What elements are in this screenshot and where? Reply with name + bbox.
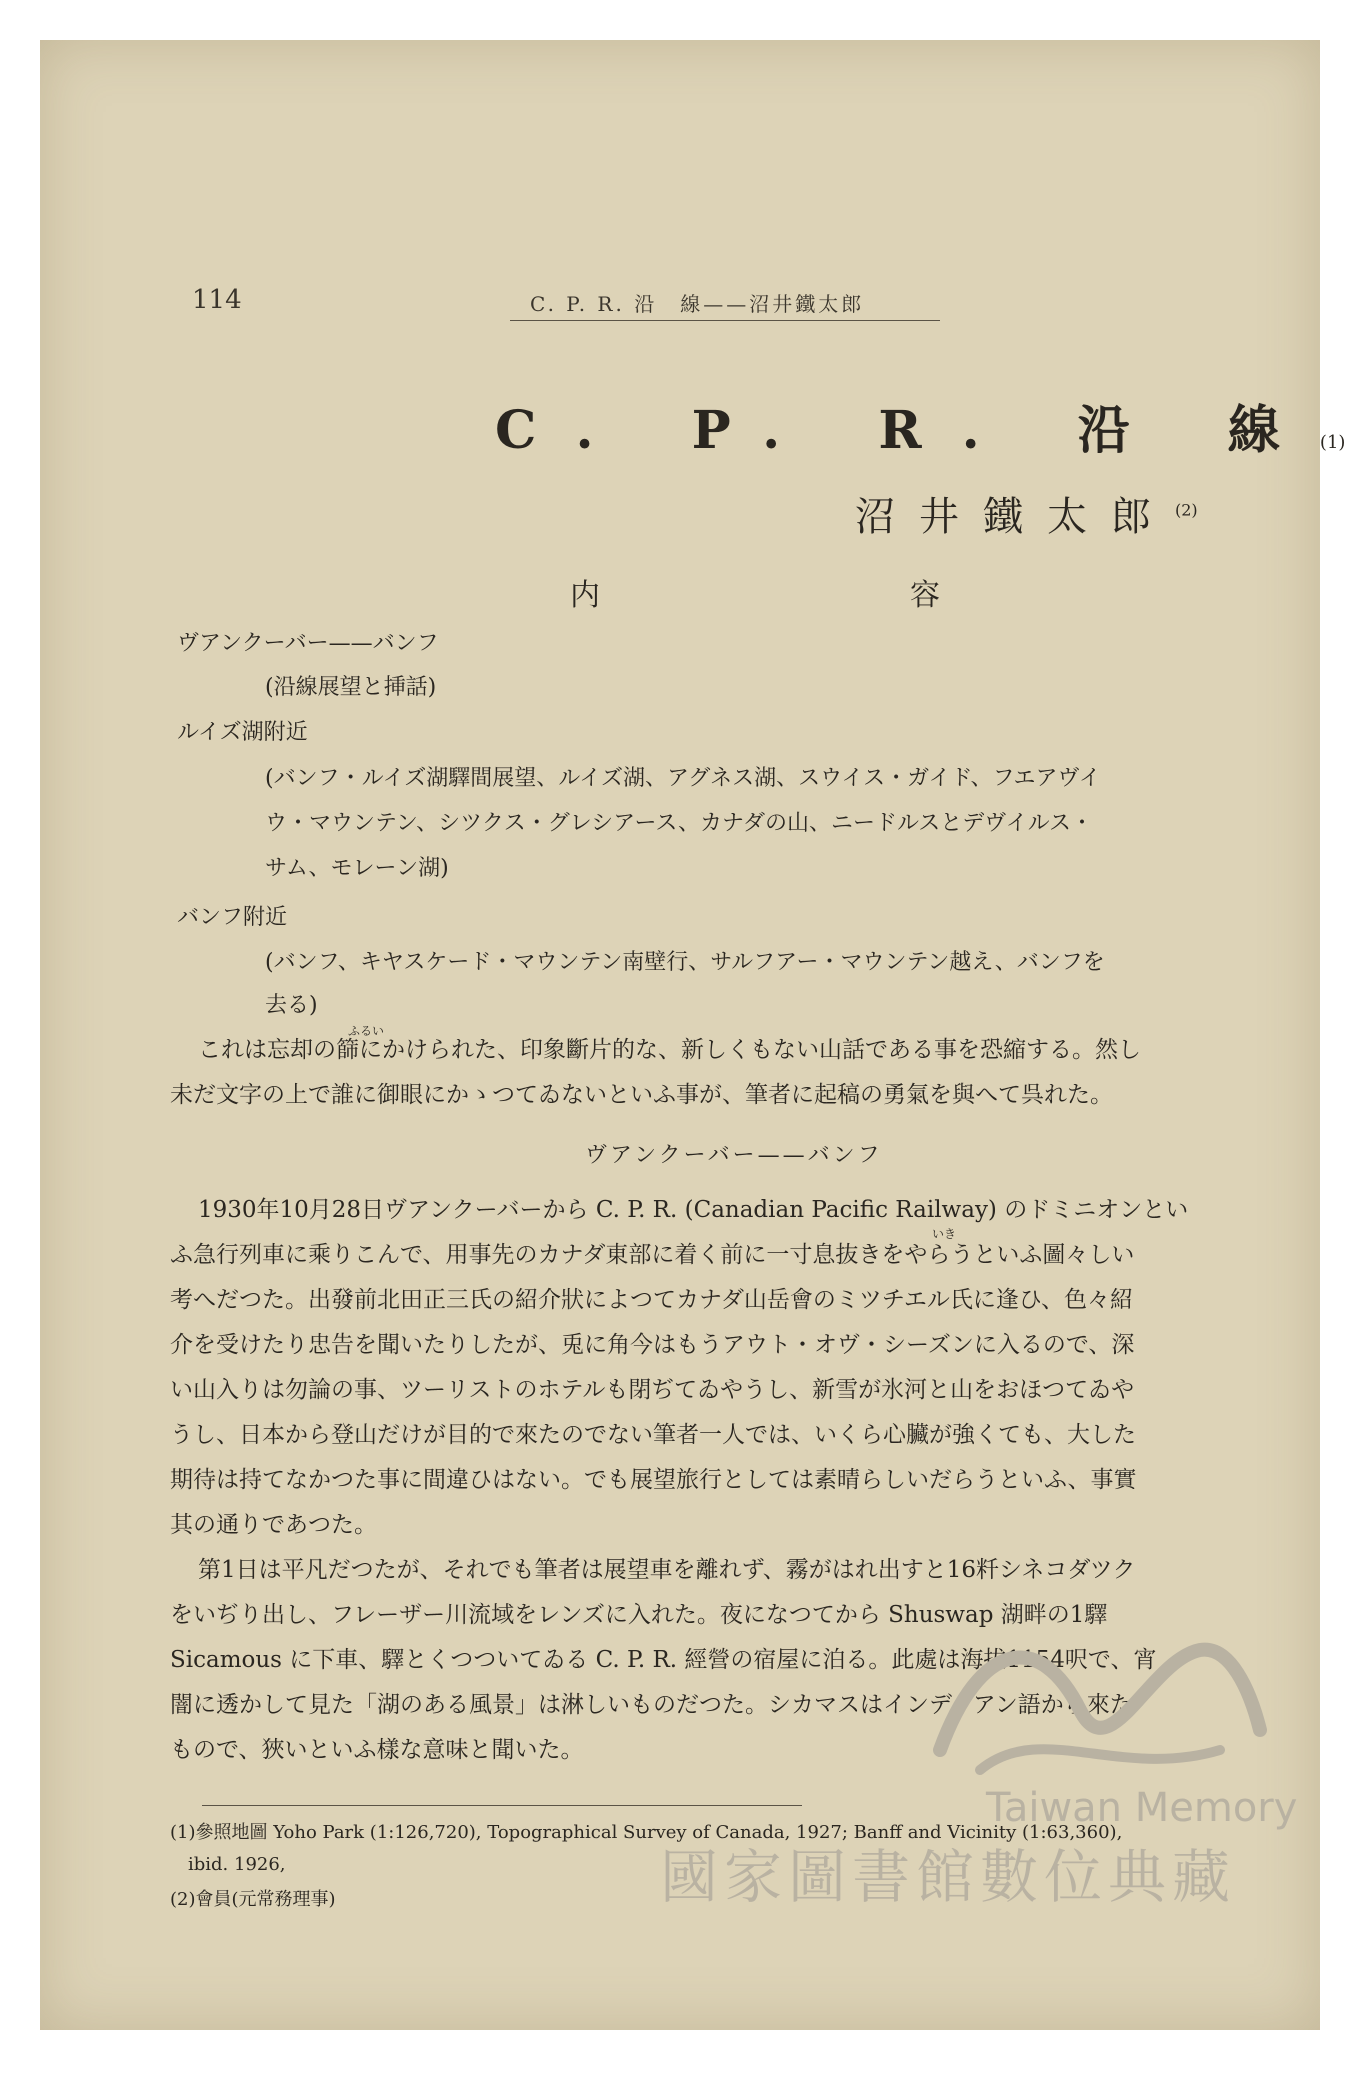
ruby-annotation: ふるい (348, 1024, 385, 1038)
document-page (40, 40, 1346, 2030)
body-line: 1930年10月28日ヴアンクーバーから C. P. R. (Canadian Pacific Railway) のドミニオンとい (198, 1197, 1189, 1223)
body-line: 考へだつた。出發前北田正三氏の紹介狀によつてカナダ山岳會のミツチエル氏に逢ひ、色々紹 (170, 1287, 1134, 1313)
body-line: 介を受けたり忠告を聞いたりしたが、兎に角今はもうアウト・オヴ・シーズンに入るので、深 (170, 1332, 1135, 1358)
body-line: ふ急行列車に乘りこんで、用事先のカナダ東部に着く前に一寸息抜きをやらうといふ圖々しい (170, 1242, 1135, 1268)
watermark-chinese: 國家圖書館數位典藏 (660, 1843, 1237, 1911)
author-footnote-marker: (2) (1175, 500, 1198, 520)
toc-line: (バンフ・ルイズ湖驛間展望、ルイズ湖、アグネス湖、スウイス・ガイド、フエアヴイ (265, 766, 1101, 791)
body-line: うし、日本から登山だけが目的で來たのでない筆者一人では、いくら心臟が強くても、大した (170, 1422, 1136, 1448)
toc-line: ルイズ湖附近 (177, 720, 308, 745)
toc-line: (沿線展望と挿話) (265, 675, 437, 700)
toc-line: (バンフ、キヤスケード・マウンテン南壁行、サルフアー・マウンテン越え、バンフを (265, 950, 1105, 975)
intro-line: 未だ文字の上で誰に御眼にかゝつてゐないといふ事が、筆者に起稿の勇氣を與へて呉れた。 (170, 1082, 1113, 1108)
toc-line: サム、モレーン湖) (265, 856, 449, 881)
section-heading: ヴアンクーバー——バンフ (585, 1143, 883, 1168)
footnote-line: (2)會員(元常務理事) (170, 1889, 336, 1910)
body-line: 第1日は平凡だつたが、それでも筆者は展望車を離れず、霧がはれ出すと16粁シネコダツク (198, 1557, 1136, 1583)
article-title-text: C. P. R. 沿 線 (495, 400, 1320, 461)
watermark-logo-icon (920, 1600, 1280, 1804)
footnote-line: ibid. 1926, (188, 1854, 286, 1875)
header-rule (510, 320, 940, 321)
page-number: 114 (192, 285, 242, 315)
ruby-annotation: いき (932, 1227, 957, 1241)
running-header: C. P. R. 沿 線——沼井鐵太郎 (530, 292, 865, 316)
body-line: 其の通りであつた。 (170, 1512, 377, 1538)
toc-heading: 内 容 (570, 578, 1080, 613)
footnote-rule (202, 1805, 802, 1806)
toc-line: 去る) (265, 993, 318, 1018)
author-name (855, 485, 1198, 542)
body-line: 闇に透かして見た「湖のある風景」は淋しいものだつた。シカマスはインデイアン語から來た (170, 1692, 1133, 1718)
watermark-english: Taiwan Memory (986, 1785, 1298, 1831)
toc-line: バンフ附近 (177, 905, 288, 930)
intro-line: これは忘却の篩にかけられた、印象斷片的な、新しくもない山話である事を恐縮する。然し (198, 1037, 1141, 1063)
toc-line: ウ・マウンテン、シツクス・グレシアース、カナダの山、ニードルスとデヴイルス・ (265, 811, 1093, 836)
article-title (495, 388, 1345, 463)
body-line: い山入りは勿論の事、ツーリストのホテルも閉ぢてゐやうし、新雪が氷河と山をおほつてゐや (170, 1377, 1135, 1403)
body-line: をいぢり出し、フレーザー川流域をレンズに入れた。夜になつてから Shuswap 湖畔の1驛 (170, 1602, 1108, 1628)
body-line: Sicamous に下車、驛とくつついてゐる C. P. R. 經營の宿屋に泊る。此處は海拔1154呎で、宵 (170, 1647, 1157, 1673)
author-name-text: 沼井鐵太郎 (855, 494, 1175, 540)
toc-line: ヴアンクーバー——バンフ (177, 631, 439, 656)
body-line: 期待は持てなかつた事に間違ひはない。でも展望旅行としては素晴らしいだらうといふ、事實 (170, 1467, 1137, 1493)
title-footnote-marker: (1) (1319, 432, 1346, 453)
footnote-line: (1)參照地圖 Yoho Park (1:126,720), Topographical Survey of Canada, 1927; Banff and Vicinity (1:63,360), (170, 1822, 1123, 1843)
body-line: もので、狹いといふ樣な意味と聞いた。 (170, 1737, 584, 1763)
